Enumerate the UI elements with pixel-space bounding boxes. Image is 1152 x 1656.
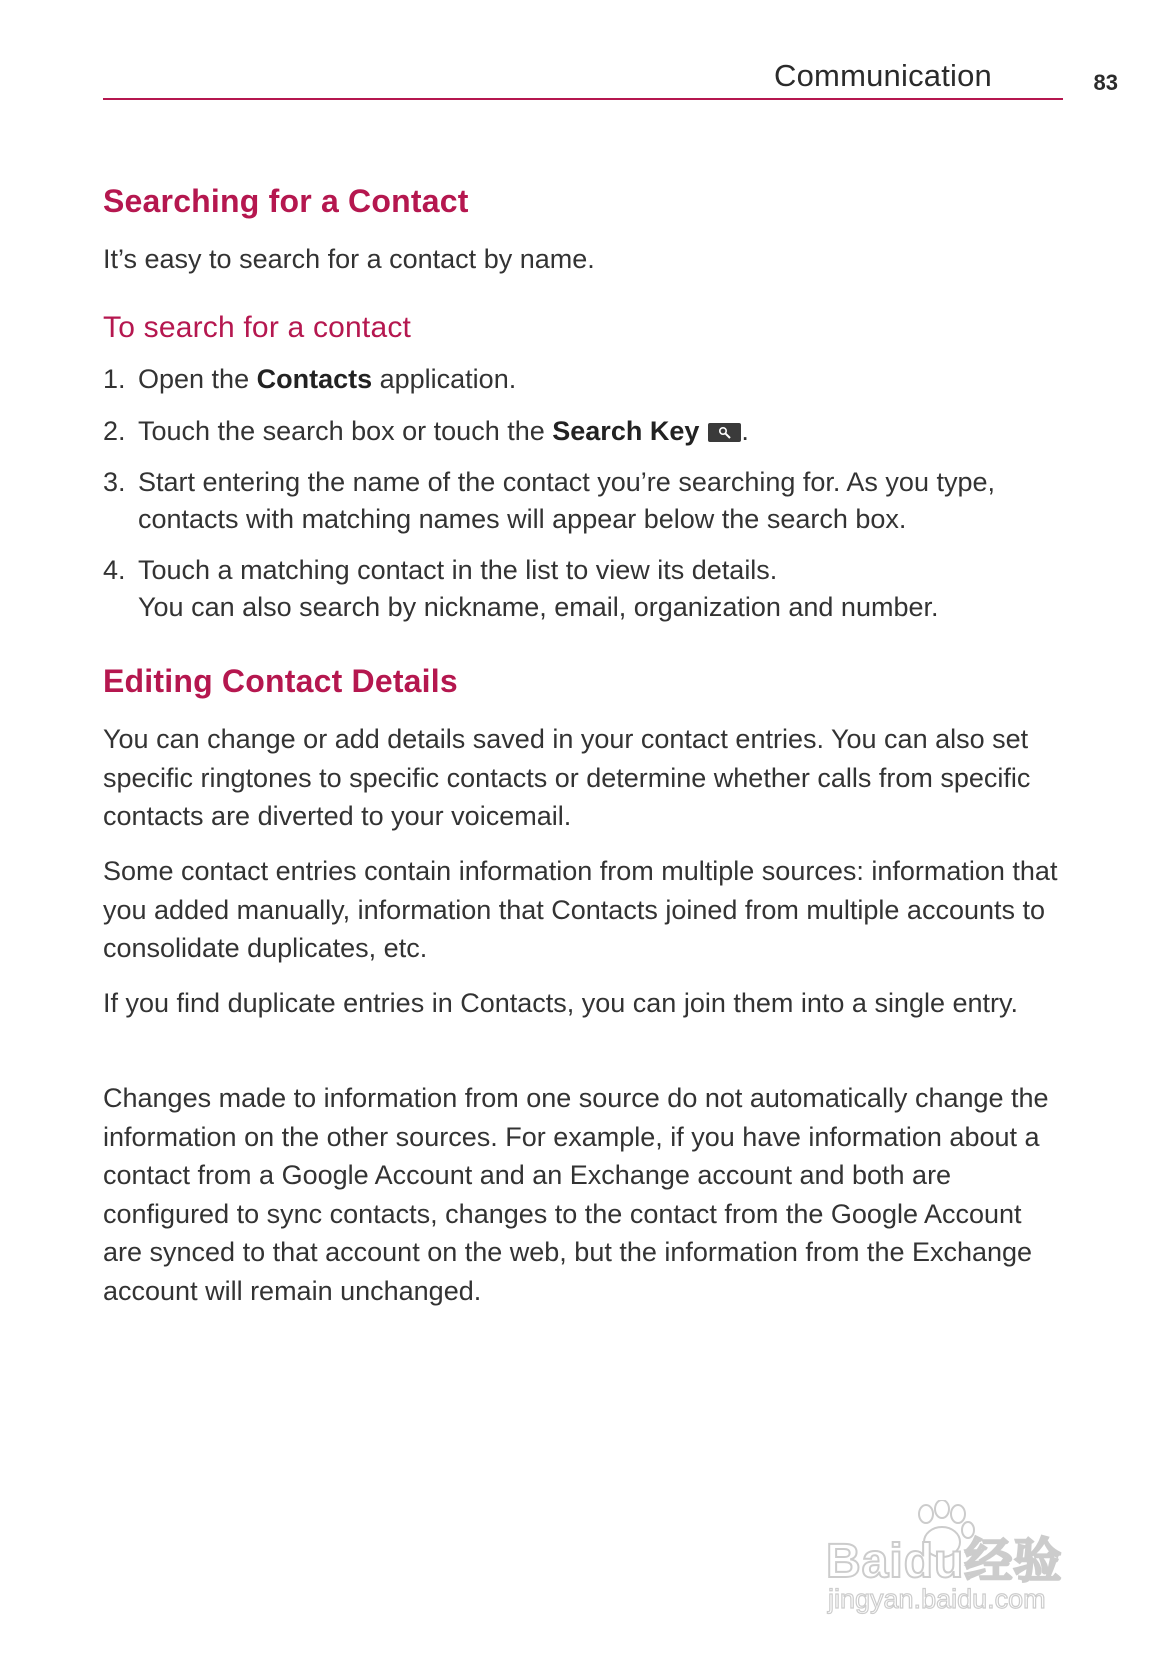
step-number: 4. — [103, 555, 126, 585]
step-text: Touch a matching contact in the list to view its details. — [138, 555, 778, 585]
search-key-icon — [708, 423, 741, 442]
section-title-editing: Editing Contact Details — [103, 663, 458, 699]
step-text: Open the — [138, 364, 257, 394]
step-item — [103, 413, 1063, 450]
step-text: . — [741, 415, 749, 446]
body-paragraph: Changes made to information from one source do not automatically change the information on the other sources. For example, if you have information about a contact from a Google Account and an Exchange account and both are configured to sync contacts, changes to the contact from the Google Account are synced to that account on the web, but the information from the Exchange account will remain unchanged. — [103, 1083, 1049, 1306]
procedure-title: To search for a contact — [103, 311, 412, 344]
baidu-watermark — [826, 1500, 1096, 1630]
watermark-brand: Baidu经验 — [826, 1535, 1063, 1588]
step-item — [103, 464, 1063, 537]
step-number: 2. — [103, 415, 126, 446]
section-title-searching: Searching for a Contact — [103, 183, 469, 219]
header-section-title: Communication — [774, 58, 992, 93]
header-rule — [103, 98, 1063, 100]
step-note: You can also search by nickname, email, organization and number. — [138, 591, 939, 622]
step-text: application. — [372, 364, 517, 394]
step-bold-term: Contacts — [256, 364, 373, 394]
body-paragraph: Some contact entries contain information from multiple sources: information that you added manually, information that Contacts joined from multiple accounts to consolidate duplicates, etc. — [103, 856, 1058, 963]
step-item — [103, 552, 1063, 625]
watermark-url: jingyan.baidu.com — [828, 1584, 1046, 1614]
body-paragraph: You can change or add details saved in your contact entries. You can also set specific ringtones to specific contacts or determine whether calls from specific contacts are diverted to your voicemail. — [103, 724, 1031, 831]
step-bold-term: Search Key — [552, 415, 700, 446]
section-intro: It’s easy to search for a contact by name. — [103, 244, 595, 274]
step-text: Touch the search box or touch the — [138, 415, 553, 446]
step-text: Start entering the name of the contact you’re searching for. As you type, contacts with matching names will appear below the search box. — [138, 467, 995, 534]
body-paragraph: If you find duplicate entries in Contacts, you can join them into a single entry. — [103, 988, 1019, 1018]
steps-list — [103, 361, 1063, 640]
step-number: 1. — [103, 364, 126, 394]
step-number: 3. — [103, 467, 126, 497]
page-number: 83 — [1093, 70, 1118, 95]
step-item — [103, 361, 1063, 398]
